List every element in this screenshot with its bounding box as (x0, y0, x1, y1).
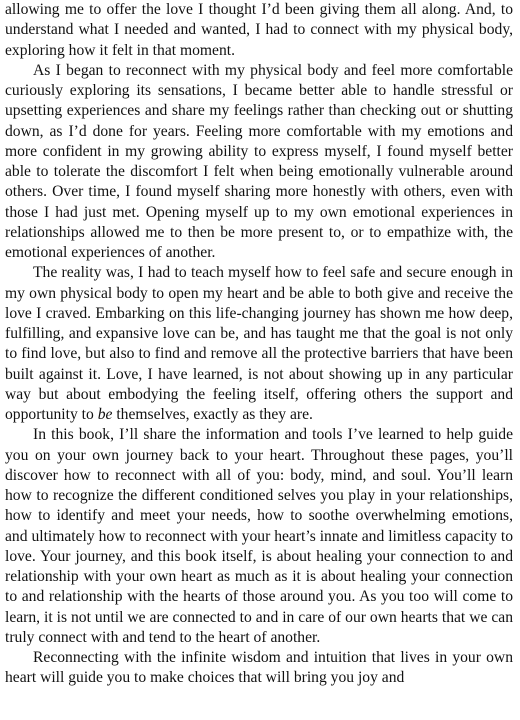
paragraph-text: In this book, I’ll share the information and tools I’ve learned to help guide you on your own journey back to your heart. Throughout these pages, you’ll discover how to reconnect with all of you: body, mind, and soul. You’ll learn how to recognize the different conditioned selves you play in your relationships, how to identify and meet your needs, how to soothe overwhelming emotions, and ultimately how to reconnect with your heart’s innate and limitless capacity to love. Your journey, and this book itself, is about healing your connection to and relationship with your own heart as much as it is about healing your connection to and relationship with the hearts of those around you. As you too will come to learn, it is not until we are connected to and in care of our own hearts that we can truly connect with and tend to the heart of another. (5, 426, 513, 646)
paragraph-text: The reality was, I had to teach myself how to feel safe and secure enough in my own physical body to open my heart and be able to both give and receive the love I craved. Embarking on this life-changing journey has shown me how deep, fulfilling, and expansive love can be, and has taught me that the goal is not only to find love, but also to find and remove all the protective barriers that have been built against it. Love, I have learned, is not about showing up in any particular way but about embodying the feeling itself, offering others the support and opportunity to (5, 264, 513, 423)
paragraph (5, 61, 513, 264)
paragraph (5, 0, 513, 61)
paragraph-text: themselves, exactly as they are. (112, 406, 313, 423)
body-text (5, 0, 513, 689)
paragraph (5, 263, 513, 425)
paragraph-text: Reconnecting with the infinite wisdom and intuition that lives in your own heart will guide you to make choices that will bring you joy and (5, 649, 513, 687)
paragraph-text: allowing me to offer the love I thought I’d been giving them all along. And, to understand what I needed and wanted, I had to connect with my physical body, exploring how it felt in that moment. (5, 1, 513, 59)
paragraph (5, 425, 513, 648)
paragraph (5, 648, 513, 689)
paragraph-text: As I began to reconnect with my physical body and feel more comfortable curiously exploring its sensations, I became better able to handle stressful or upsetting experiences and share my feelings rather than checking out or shutting down, as I’d done for years. Feeling more comfortable with my emotions and more confident in my growing ability to express myself, I found myself better able to tolerate the discomfort I felt when being emotionally vulnerable around others. Over time, I found myself sharing more honestly with others, even with those I had just met. Opening myself up to my own emotional experiences in relationships allowed me to then be more present to, or to empathize with, the emotional experiences of another. (5, 61, 513, 261)
italic-text: be (97, 406, 113, 423)
